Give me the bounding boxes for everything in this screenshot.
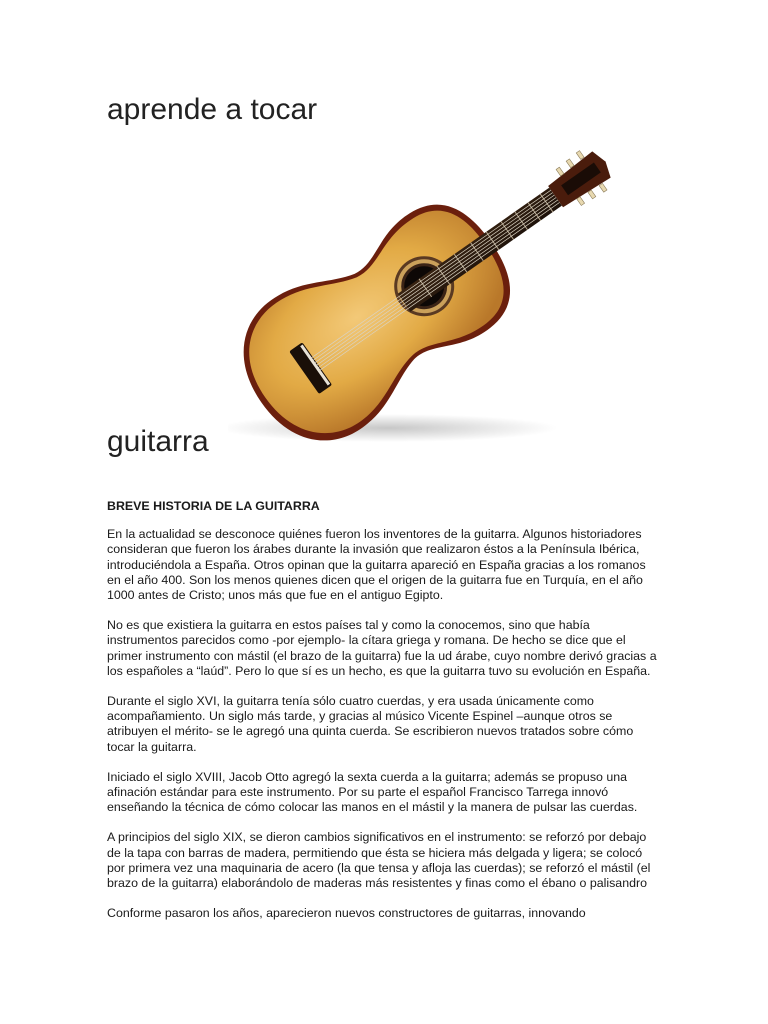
paragraph: En la actualidad se desconoce quiénes fueron los inventores de la guitarra. Algunos historiadores consideran que fueron los árabes durante la invasión que realizaron éstos a la Península Ibérica, introduciéndola a España. Otros opinan que la guitarra apareció en España gracias a los romanos en el año 400. Son los menos quienes dicen que el origen de la guitarra fue en Turquía, en el año 1000 antes de Cristo; unos más que fue en el antiguo Egipto.: [107, 527, 646, 603]
guitar-image: [228, 128, 628, 448]
page-title-line-2: guitarra: [107, 425, 209, 458]
section-heading: BREVE HISTORIA DE LA GUITARRA: [107, 499, 320, 513]
paragraph: Durante el siglo XVI, la guitarra tenía sólo cuatro cuerdas, y era usada únicamente como acompañamiento. Un siglo más tarde, y gracias al músico Vicente Espinel –aunque otros se atribuyen el mérito- se le agregó una quinta cuerda. Se escribieron nuevos tratados sobre cómo tocar la guitarra.: [107, 694, 634, 754]
paragraph: A principios del siglo XIX, se dieron cambios significativos en el instrumento: se reforzó por debajo de la tapa con barras de madera, permitiendo que ésta se hiciera más delgada y ligera; se colocó por primera vez una maquinaria de acero (la que tensa y afloja las cuerdas); se reforzó el mástil (el brazo de la guitarra) elaborándolo de maderas más resistentes y finas como el ébano o palisandro: [107, 830, 651, 891]
article-body: [107, 499, 662, 936]
paragraph: No es que existiera la guitarra en estos países tal y como la conocemos, sino que había instrumentos parecidos como -por ejemplo- la cítara griega y romana. De hecho se dice que el primer instrumento con mástil (el brazo de la guitarra) fue la ud árabe, cuyo nombre derivó gracias a los españoles a “laúd”. Pero lo que sí es un hecho, es que la guitarra tuvo su evolución en España.: [107, 618, 657, 678]
paragraph: Iniciado el siglo XVIII, Jacob Otto agregó la sexta cuerda a la guitarra; además se propuso una afinación estándar para este instrumento. Por su parte el español Francisco Tarrega innovó enseñando la técnica de cómo colocar las manos en el mástil y la manera de pulsar las cuerdas.: [107, 769, 638, 815]
paragraph: Conforme pasaron los años, aparecieron nuevos constructores de guitarras, innovando: [107, 906, 586, 921]
page-title-line-1: aprende a tocar: [107, 93, 318, 126]
classical-guitar-icon: [228, 128, 628, 448]
